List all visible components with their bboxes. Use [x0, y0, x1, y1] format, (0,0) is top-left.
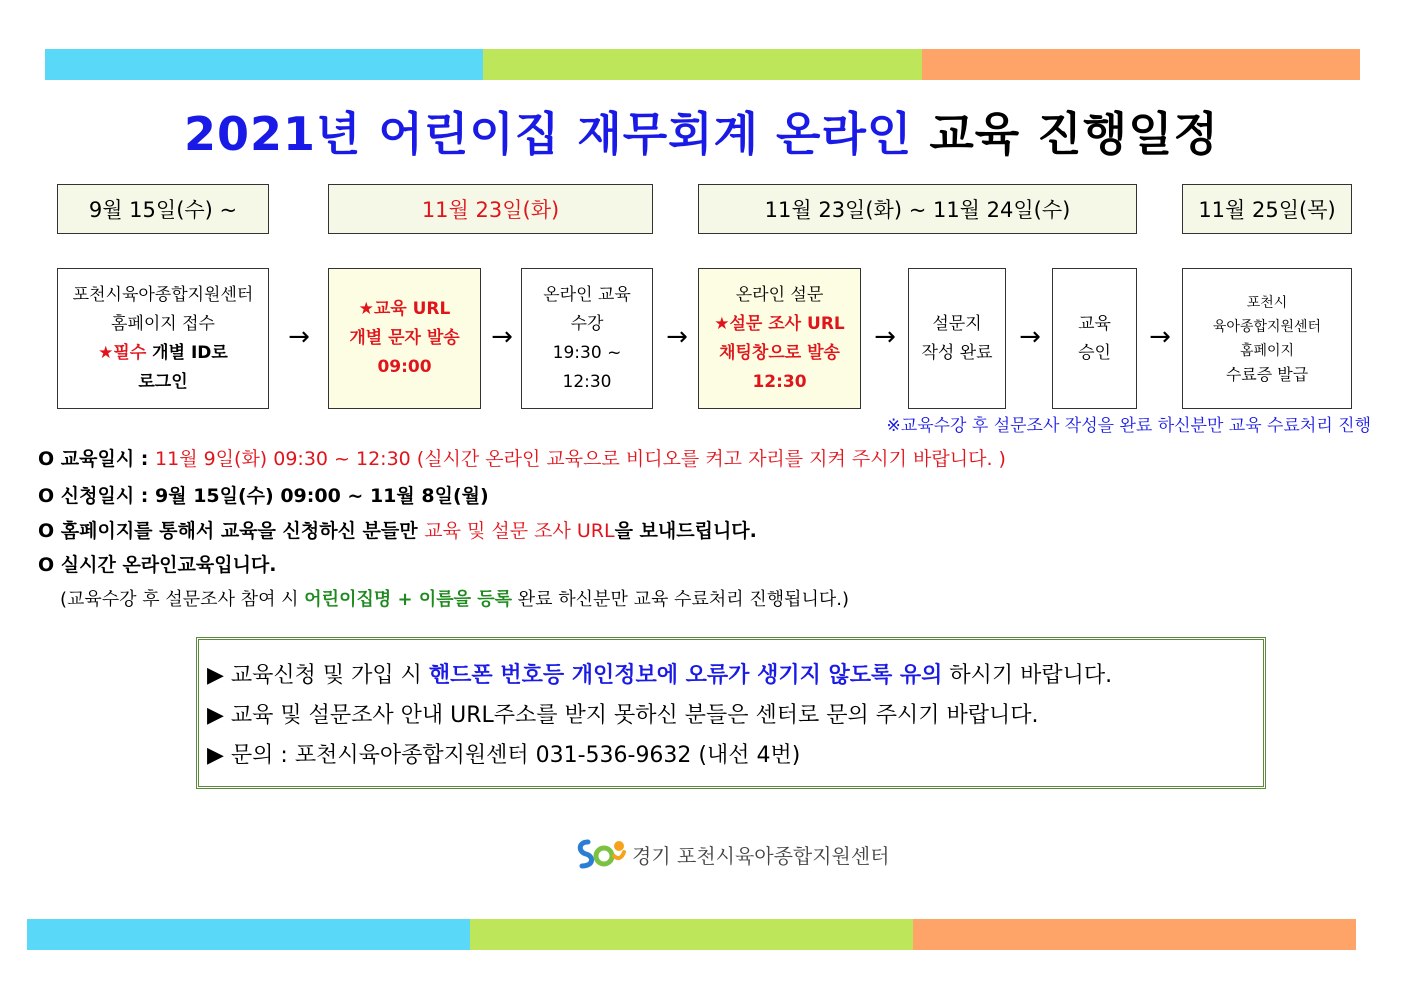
flow-arrow-2: →	[491, 322, 513, 352]
completion-note: ※교육수강 후 설문조사 작성을 완료 하신분만 교육 수료처리 진행	[886, 416, 1371, 436]
info-application-period: O 신청일시 : 9월 15일(수) 09:00 ~ 11월 8일(월)	[38, 485, 489, 507]
notice-line-1: ▶ 교육신청 및 가입 시 핸드폰 번호등 개인정보에 오류가 생기지 않도록 유의 하시기 바랍니다.	[207, 663, 1113, 688]
notice-line-2: ▶ 교육 및 설문조사 안내 URL주소를 받지 못하신 분들은 센터로 문의 주시기 바랍니다.	[207, 703, 1039, 728]
center-logo-text: 경기 포천시육아종합지원센터	[632, 843, 890, 868]
center-logo	[574, 836, 890, 872]
flow-arrow-5: →	[1019, 322, 1041, 352]
date-box-url-send: 11월 23일(화)	[328, 184, 653, 234]
center-logo-icon	[574, 836, 628, 872]
bottom-color-bar	[27, 919, 1356, 950]
flow-arrow-6: →	[1149, 322, 1171, 352]
flow-arrow-4: →	[874, 322, 896, 352]
step-online-class: 온라인 교육 수강 19:30 ~ 12:30	[521, 268, 653, 409]
info-url-send: O 홈페이지를 통해서 교육을 신청하신 분들만 교육 및 설문 조사 URL을 보내드립니다.	[38, 520, 757, 542]
notice-line-3: ▶ 문의 : 포천시육아종합지원센터 031-536-9632 (내선 4번)	[207, 743, 801, 768]
date-box-registration: 9월 15일(수) ~	[57, 184, 269, 234]
notice-box	[196, 637, 1266, 789]
step-certificate: 포천시 육아종합지원센터 홈페이지 수료증 발급	[1182, 268, 1352, 409]
title-blue-part: 2021년 어린이집 재무회계 온라인	[184, 107, 913, 161]
step-online-survey: 온라인 설문 ★설문 조사 URL 채팅창으로 발송 12:30	[698, 268, 861, 409]
title-black-part: 교육 진행일정	[929, 107, 1219, 161]
step-survey-complete: 설문지 작성 완료	[908, 268, 1006, 409]
top-color-bar	[45, 49, 1360, 80]
info-survey-note: (교육수강 후 설문조사 참여 시 어린이집명 + 이름을 등록 완료 하신분만 교육 수료처리 진행됩니다.)	[60, 589, 850, 610]
step-url-sms: ★교육 URL 개별 문자 발송 09:00	[328, 268, 481, 409]
date-box-education: 11월 23일(화) ~ 11월 24일(수)	[698, 184, 1137, 234]
step-approval: 교육 승인	[1052, 268, 1137, 409]
page-title	[0, 98, 1403, 164]
date-box-certificate: 11월 25일(목)	[1182, 184, 1352, 234]
flow-arrow-3: →	[666, 322, 688, 352]
info-education-datetime: O 교육일시 : 11월 9일(화) 09:30 ~ 12:30 (실시간 온라인 교육으로 비디오를 켜고 자리를 지켜 주시기 바랍니다. )	[38, 448, 1006, 470]
step-homepage-register: 포천시육아종합지원센터 홈페이지 접수 ★필수 개별 ID로 로그인	[57, 268, 269, 409]
info-realtime-online: O 실시간 온라인교육입니다.	[38, 554, 277, 576]
flow-arrow-1: →	[288, 322, 310, 352]
